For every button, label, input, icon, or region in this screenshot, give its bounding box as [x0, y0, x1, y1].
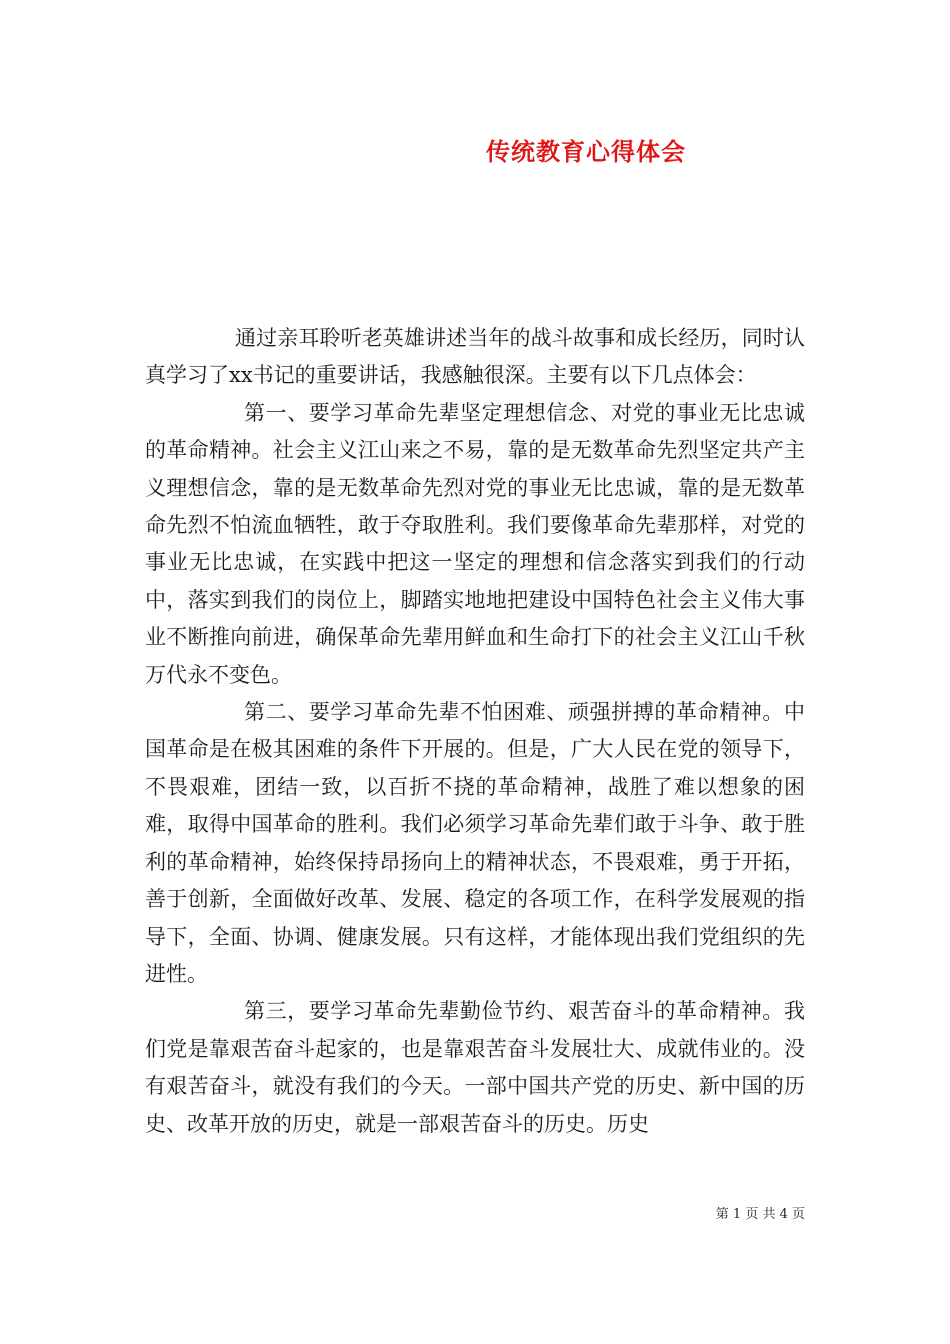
paragraph-first-point: 第一、要学习革命先辈坚定理想信念、对党的事业无比忠诚的革命精神。社会主义江山来之不易，靠的是无数革命先烈坚定共产主义理想信念，靠的是无数革命先烈对党的事业无比忠诚，靠的是无数革命先烈不怕流血牺牲，敢于夺取胜利。我们要像革命先辈那样，对党的事业无比忠诚，在实践中把这一坚定的理想和信念落实到我们的行动中，落实到我们的岗位上，脚踏实地地把建设中国特色社会主义伟大事业不断推向前进，确保革命先辈用鲜血和生命打下的社会主义江山千秋万代永不变色。 [145, 400, 805, 687]
paragraph-intro: 通过亲耳聆听老英雄讲述当年的战斗故事和成长经历，同时认真学习了xx书记的重要讲话，我感触很深。主要有以下几点体会： [145, 326, 805, 388]
paragraph-second-point: 第二、要学习革命先辈不怕困难、顽强拼搏的革命精神。中国革命是在极其困难的条件下开展的。但是，广大人民在党的领导下，不畏艰难，团结一致，以百折不挠的革命精神，战胜了难以想象的困难，取得中国革命的胜利。我们必须学习革命先辈们敢于斗争、敢于胜利的革命精神，始终保持昂扬向上的精神状态，不畏艰难，勇于开拓，善于创新，全面做好改革、发展、稳定的各项工作，在科学发展观的指导下，全面、协调、健康发展。只有这样，才能体现出我们党组织的先进性。 [145, 700, 805, 986]
document-title: 传统教育心得体会 [486, 137, 686, 166]
page-number-footer: 第 1 页 共 4 页 [715, 1207, 805, 1222]
document-body [145, 320, 805, 1143]
paragraph-third-point: 第三，要学习革命先辈勤俭节约、艰苦奋斗的革命精神。我们党是靠艰苦奋斗起家的，也是靠艰苦奋斗发展壮大、成就伟业的。没有艰苦奋斗，就没有我们的今天。一部中国共产党的历史、新中国的历史、改革开放的历史，就是一部艰苦奋斗的历史。历史 [145, 999, 805, 1136]
